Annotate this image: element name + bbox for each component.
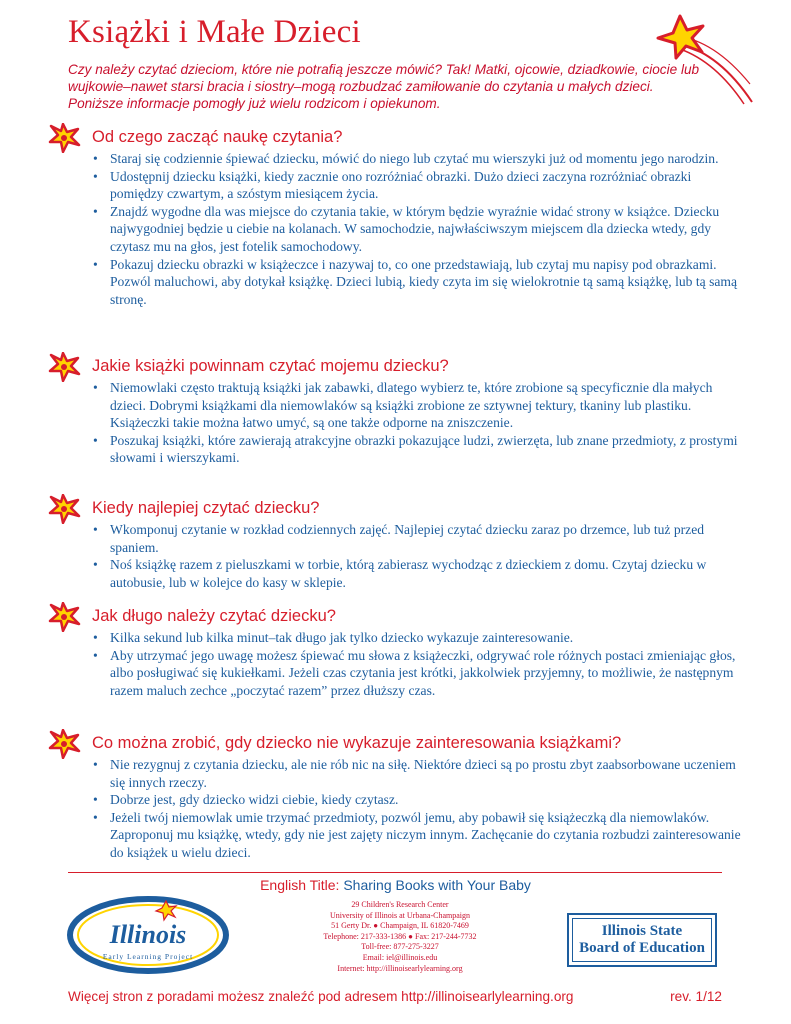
bullet-list	[48, 379, 748, 467]
section-heading: Jakie książki powinnam czytać mojemu dziecku?	[92, 357, 449, 375]
english-title-text: Sharing Books with Your Baby	[343, 877, 531, 893]
star-bullet-icon	[48, 602, 82, 632]
list-item: • Dobrze jest, gdy dziecko widzi ciebie, kiedy czytasz.	[48, 791, 748, 809]
section-1	[48, 128, 748, 308]
star-bullet-icon	[48, 494, 82, 524]
divider-rule	[68, 872, 722, 873]
list-item: • Staraj się codziennie śpiewać dziecku, mówić do niego lub czytać mu wierszyki już od momentu jego narodzin.	[48, 150, 748, 168]
bullet-list	[48, 756, 748, 862]
contact-line: University of Illinois at Urbana-Champaign	[330, 910, 470, 920]
contact-line: Telephone: 217-333-1386 ● Fax: 217-244-7732	[323, 931, 477, 941]
list-item: • Znajdź wygodne dla was miejsce do czytania takie, w którym będzie wyraźnie widać strony w książce. Dziecku najwygodniej będzie u ciebie na kolanach. W samochodzie, najwłaściwszym miejscem dla dziecka wtedy, gdy czytasz mu na głos, jest fotelik samochodowy.	[48, 203, 748, 256]
list-item: • Pokazuj dziecku obrazki w książeczce i nazywaj to, co one przedstawiają, lub czytaj mu napisy pod obrazkami. Pozwól maluchowi, aby dotykał książkę. Dzieci lubią, kiedy czyta im się wielokrotnie tą samą książkę, lub tą samą stronę.	[48, 256, 748, 309]
isbe-logo	[567, 913, 717, 967]
section-heading: Co można zrobić, gdy dziecko nie wykazuje zainteresowania książkami?	[92, 734, 622, 752]
page-title: Książki i Małe Dzieci	[68, 14, 361, 50]
english-title	[0, 877, 791, 893]
list-item: • Poszukaj książki, które zawierają atrakcyjne obrazki pokazujące ludzi, zwierzęta, lub znane przedmioty, z prostymi słowami i wierszykami.	[48, 432, 748, 467]
isbe-line-2: Board of Education	[579, 940, 705, 956]
list-item: • Noś książkę razem z pieluszkami w torbie, którą zabierasz wychodząc z dzieckiem z domu. Czytaj dziecku w autobusie, lub w kolejce do kasy w sklepie.	[48, 556, 748, 591]
contact-line: 51 Gerty Dr. ● Champaign, IL 61820-7469	[331, 921, 469, 931]
bullet-list	[48, 150, 748, 308]
section-3	[48, 499, 748, 591]
bullet-list	[48, 521, 748, 591]
section-2	[48, 357, 748, 467]
star-bullet-icon	[48, 729, 82, 759]
list-item: • Udostępnij dziecku książki, kiedy zacznie ono rozróżniać obrazki. Dużo dzieci zaczyna rozróżniać obrazki pomiędzy czwartym, a szóstym miesiącem życia.	[48, 168, 748, 203]
footer-text: Więcej stron z poradami możesz znaleźć pod adresem http://illinoisearlylearning.org	[68, 989, 574, 1004]
illinois-early-learning-logo	[66, 893, 236, 975]
list-item: • Wkomponuj czytanie w rozkład codziennych zajęć. Najlepiej czytać dziecku zaraz po drzemce, lub tuż przed spaniem.	[48, 521, 748, 556]
contact-line: Toll-free: 877-275-3227	[361, 942, 439, 952]
intro-paragraph: Czy należy czytać dzieciom, które nie potrafią jeszcze mówić? Tak! Matki, ojcowie, dziadkowie, ciocie lub wujkowie–nawet starsi bracia i siostry–mogą rozbudzać zamiłowanie do czytania u małych dzieci. Poniższe informacje pomogły już wielu rodzicom i opiekunom.	[68, 62, 700, 111]
contact-line: Email: iel@illinois.edu	[362, 952, 438, 962]
section-5	[48, 734, 748, 862]
section-heading: Kiedy najlepiej czytać dziecku?	[92, 499, 320, 517]
footer	[68, 989, 722, 1004]
logo-subtitle: Early Learning Project	[102, 952, 194, 961]
english-title-label: English Title:	[260, 877, 340, 893]
logo-wordmark: Illinois	[109, 920, 187, 949]
list-item: • Niemowlaki często traktują książki jak zabawki, dlatego wybierz te, które zrobione są specyficznie dla małych dzieci. Dobrymi książkami dla niemowlaków są książki zrobione ze sztywnej tektury, tkaniny lub plastiku. Książeczki takie można łatwo umyć, są one także odporne na zniszczenie.	[48, 379, 748, 432]
section-heading: Od czego zacząć naukę czytania?	[92, 128, 343, 146]
star-bullet-icon	[48, 123, 82, 153]
list-item: • Aby utrzymać jego uwagę możesz śpiewać mu słowa z książeczki, odgrywać role różnych postaci zmieniając głos, albo posługiwać się kukiełkami. Jeżeli czas czytania jest krótki, jakkolwiek przyjemny, to możliwie, że następnym razem maluch zechce „poczytać razem” przez dłuższy czas.	[48, 647, 748, 700]
contact-line: 29 Children's Research Center	[351, 900, 449, 909]
list-item: • Nie rezygnuj z czytania dziecku, ale nie rób nic na siłę. Niektóre dzieci są po prostu zbyt zaabsorbowane uczeniem się innych rzeczy.	[48, 756, 748, 791]
contact-block	[290, 900, 510, 974]
section-4	[48, 607, 748, 699]
section-heading: Jak długo należy czytać dziecku?	[92, 607, 336, 625]
bullet-list	[48, 629, 748, 699]
list-item: • Kilka sekund lub kilka minut–tak długo jak tylko dziecko wykazuje zainteresowanie.	[48, 629, 748, 647]
isbe-line-1: Illinois State	[601, 923, 683, 939]
revision-label: rev. 1/12	[670, 989, 722, 1004]
contact-line: Internet: http://illinoisearlylearning.org	[337, 963, 463, 973]
star-bullet-icon	[48, 352, 82, 382]
list-item: • Jeżeli twój niemowlak umie trzymać przedmioty, pozwól jemu, aby pobawił się książeczką dla niemowlaków. Zaproponuj mu książkę, wtedy, gdy nie jest zajęty niczym innym. Zachęcanie do czytania rozbudzi zainteresowanie do książek u wielu dzieci.	[48, 809, 748, 862]
